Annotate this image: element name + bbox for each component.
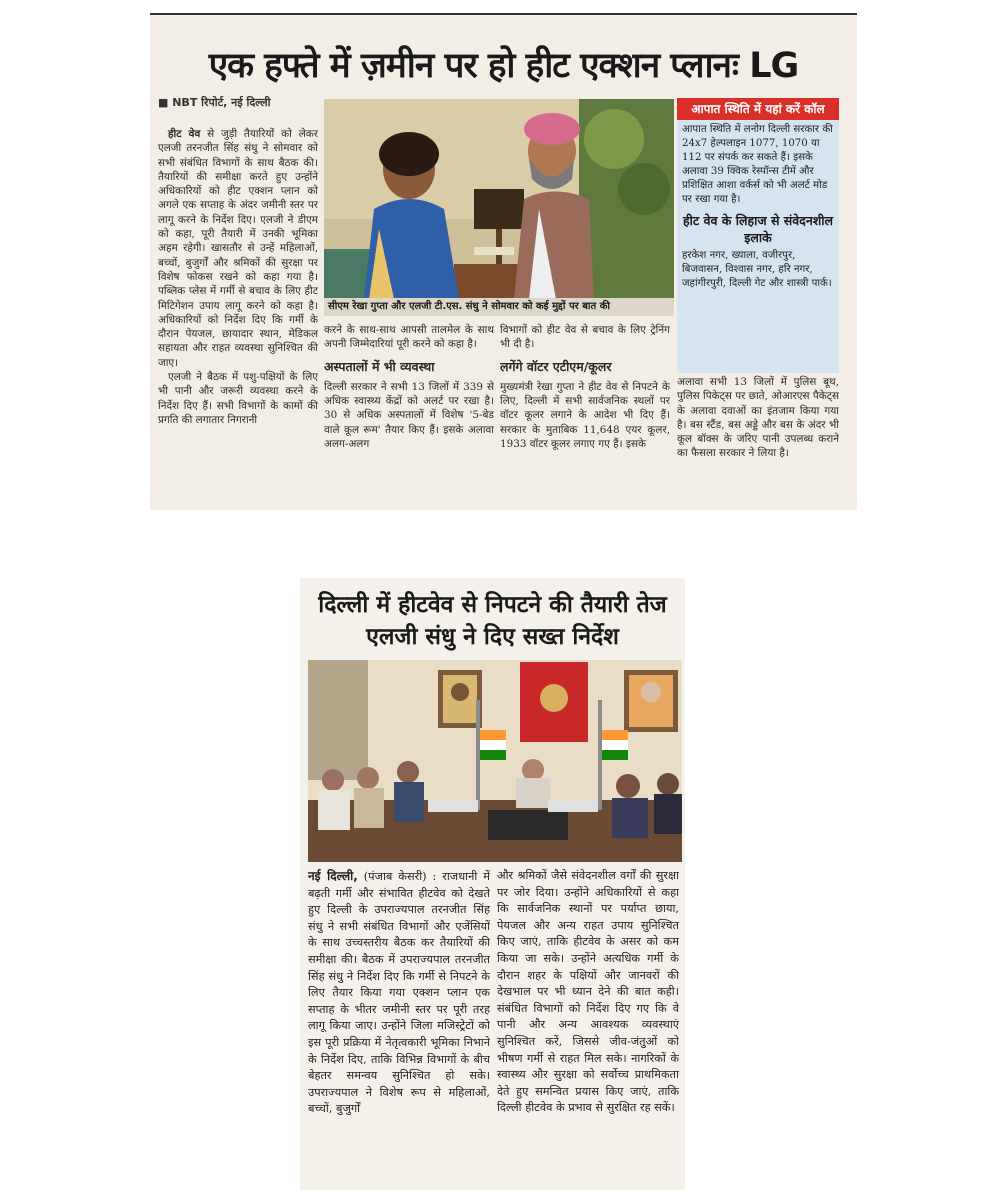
newspaper-clipping-punjab-kesari [300,578,685,1190]
col4-text: अलावा सभी 13 जिलों में पुलिस बूथ, पुलिस पिकेट्स पर छाते, ओआरएस पैकेट्स के अलावा दवाओं का इंतजाम किया गया है। बस स्टैंड, बस अड्डे और बस के अंदर भी कूल बॉक्स के जरिए पानी उपलब्ध कराने का फैसला सरकार ने लिया है। [677,376,839,460]
headline-line-2: एलजी संधु ने दिए सख्त निर्देश [366,624,619,650]
photo-cm-lg-meeting [324,99,674,299]
sidebox-title: आपात स्थिति में यहां करें कॉल [677,98,839,120]
headline-nbt: एक हफ्ते में ज़मीन पर हो हीट एक्शन प्लानः LG [208,46,799,86]
newspaper-clipping-nbt [150,13,857,510]
article-column-3 [500,323,670,499]
source: (पंजाब केसरी) : [363,870,437,883]
col1-text-2: एलजी ने बैठक में पशु-पक्षियों के लिए भी पानी और जरूरी व्यवस्था करने के निर्देश दिए हैं। सभी विभागों के कामों की प्रगति की लगातार निगरानी [158,371,318,426]
photo-caption: सीएम रेखा गुप्ता और एलजी टी.एस. संधु ने सोमवार को कई मुद्दों पर बात की [324,298,674,316]
dateline: नई दिल्ली, [308,869,358,883]
article-column-1 [158,127,318,499]
subhead-hospitals: अस्पतालों में भी व्यवस्था [324,358,435,374]
headline-line-1: दिल्ली में हीटवेव से निपटने की तैयारी तेज [318,592,667,618]
lead-bold: हीट वेव [168,128,201,140]
emergency-sidebox [677,98,839,373]
article-column-2 [324,323,494,499]
byline: ■ NBT रिपोर्ट, नई दिल्ली [158,96,271,109]
col2-text: करने के साथ-साथ आपसी तालमेल के साथ अपनी जिम्मेदारियां पूरी करने को कहा है। [324,324,494,351]
sidebox-areas: हरकेश नगर, ख्याला, वजीरपुर, बिजवासन, विश्वास नगर, हरि नगर, जहांगीरपुरी, दिल्ली गेट और शास्त्री पार्क। [682,250,832,289]
article-column-4 [677,375,839,499]
col3-text: विभागों को हीट वेव से बचाव के लिए ट्रेनिंग भी दी है। [500,324,670,351]
sidebox-body: आपात स्थिति में लनोग दिल्ली सरकार की 24x7 हेल्पलाइन 1077, 1070 या 112 पर संपर्क कर सकते हैं। इसके अलावा 39 क्विक रेस्पॉन्स टीमें और प्रशिक्षित आशा वर्कर्स को भी अलर्ट मोड पर रखा गया है। [682,124,833,205]
col2-text: और श्रमिकों जैसे संवेदनशील वर्गों की सुरक्षा पर जोर दिया। उन्होंने अधिकारियों से कहा कि सार्वजनिक स्थानों पर पर्याप्त छाया, पेयजल और अन्य राहत उपाय सुनिश्चित किए जाएं, ताकि हीटवेव के असर को कम किया जा सके। उन्होंने अत्यधिक गर्मी के दौरान शहर के पक्षियों और जानवरों की देखभाल पर भी ध्यान देने की बात कही। संबंधित विभागों को निर्देश दिए गए कि वे पानी और अन्य आवश्यक व्यवस्थाएं सुनिश्चित करें, जिससे जीव-जंतुओं को भीषण गर्मी से राहत मिल सके। नागरिकों के स्वास्थ्य और सुरक्षा को सर्वोच्च प्राथमिकता देते हुए समन्वित प्रयास किए जाएं, ताकि दिल्ली हीटवेव के प्रभाव से सुरक्षित रह सकें। [497,869,679,1115]
col1-text: से जुड़ी तैयारियों को लेकर एलजी तरनजीत सिंह संधु ने सोमवार को सभी संबंधित विभागों के साथ बैठक की। तैयारियों की समीक्षा करते हुए उन्होंने अधिकारियों को हीट एक्शन प्लान को अगले एक सप्ताह के अंदर जमीनी स्तर पर लागू करने के निर्देश दिए। एलजी ने डीएम को कहा, पूरी तैयारी में उनकी भूमिका अहम रहेगी। खासतौर से उन्हें महिलाओं, बच्चों, बुजुर्गों और श्रमिकों की सुरक्षा पर विशेष फोकस रखने को कहा गया है। पब्लिक प्लेस में गर्मी से बचाव के लिए हीट मिटिगेशन उपाय लागू करने को कहा है। अधिकारियों को निर्देश दिए कि गर्मी के दौरान पेयजल, छायादार स्थान, मेडिकल सहायता और राहत व्यवस्था सुनिश्चित की जाए। [158,128,318,369]
col3-text-2: मुख्यमंत्री रेखा गुप्ता ने हीट वेव से निपटने के लिए, दिल्ली में सभी सार्वजनिक स्थलों पर वॉटर कूलर लगाने के आदेश भी दिए हैं। सरकार के मुताबिक 11,648 एयर कूलर, 1933 वॉटर कूलर लगाए गए हैं। इसके [500,380,670,451]
article-column-left [308,868,490,1184]
col1-text: राजधानी में बढ़ती गर्मी और संभावित हीटवेव को देखते हुए दिल्ली के उपराज्यपाल तरनजीत सिंह संधु ने सभी संबंधित विभागों और एजेंसियों के साथ उच्चस्तरीय बैठक कर तैयारियों की समीक्षा की। बैठक में उपराज्यपाल तरनजीत सिंह संधु ने निर्देश दिए कि गर्मी से निपटने के लिए तैयार किया गया एक्शन प्लान एक सप्ताह के भीतर जमीनी स्तर पर पूरी तरह लागू किया जाए। उन्होंने जिला मजिस्ट्रेटों को इस पूरी प्रक्रिया में नेतृत्वकारी भूमिका निभाने के निर्देश दिए, ताकि विभिन्न विभागों के बीच बेहतर समन्वय सुनिश्चित हो सके। उपराज्यपाल ने विशेष रूप से महिलाओं, बच्चों, बुजुर्गों [308,870,490,1116]
photo-lg-meeting-hall [308,660,682,862]
col2-text-2: दिल्ली सरकार ने सभी 13 जिलों में 339 से अधिक स्वास्थ्य केंद्रों को अलर्ट पर रखा है। 30 से अधिक अस्पतालों में विशेष '5-बेड वाले कूल रूम' तैयार किए हैं। इसके अलावा अलग-अलग [324,380,494,451]
article-column-right [497,868,679,1184]
sidebox-subtitle: हीट वेव के लिहाज से संवेदनशील इलाके [683,213,833,245]
subhead-water-atm: लगेंगे वॉटर एटीएम/कूलर [500,358,612,374]
